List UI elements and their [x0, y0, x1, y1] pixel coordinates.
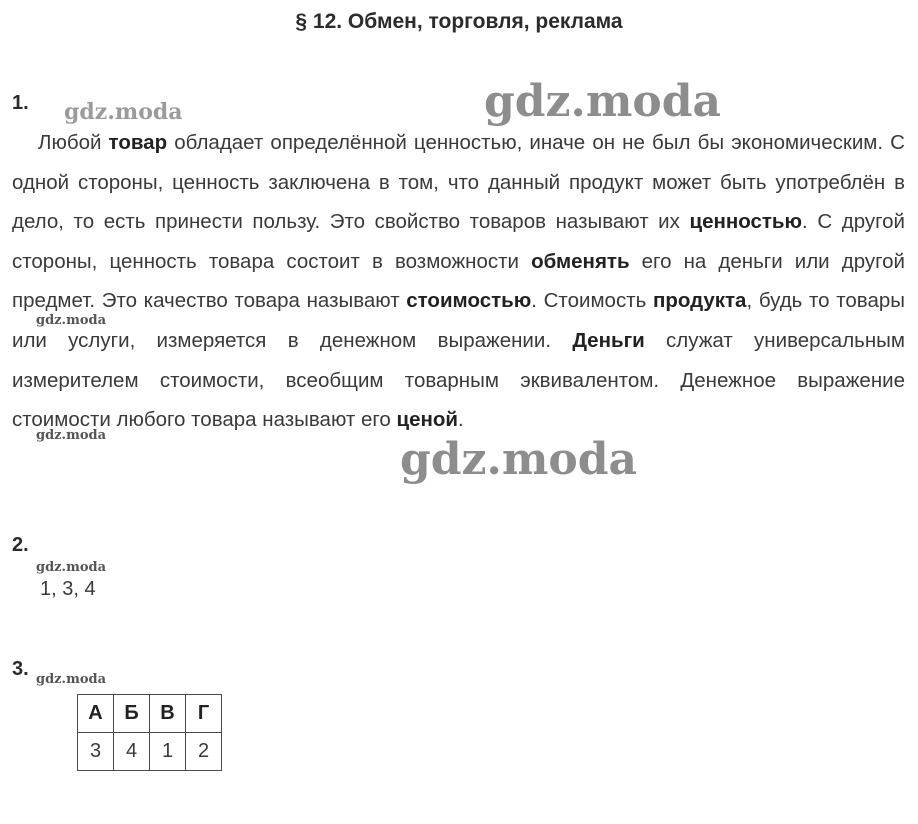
answer-table: [77, 694, 222, 771]
text-segment: , будь то товары или услуги, измеряется в денежном выражении.: [12, 289, 905, 352]
table-header-cell: В: [150, 695, 186, 733]
term-stoimost: стоимостью: [406, 289, 532, 313]
table-header-cell: Г: [186, 695, 222, 733]
text-segment: его на деньги или другой предмет. Это качество товара называют: [12, 249, 905, 313]
watermark-logo: gdz.moda: [36, 672, 107, 687]
term-produkt: продукта: [652, 289, 747, 313]
table-header-cell: Б: [114, 695, 150, 733]
text-segment: Любой: [38, 131, 109, 154]
page-title: § 12. Обмен, торговля, реклама: [295, 10, 623, 33]
table-header-cell: А: [78, 695, 114, 733]
text-segment: служат универсальным измерителем стоимости, всеобщим товарным эквивалентом. Денежное выражение стоимости любого товара называют его: [12, 328, 905, 432]
table-value-cell: 4: [114, 733, 150, 771]
watermark-logo: gdz.moda: [64, 99, 183, 125]
term-tsennost: ценностью: [689, 210, 803, 234]
question-3-number: 3.: [12, 658, 29, 680]
question-1-answer-text: [12, 123, 905, 440]
question-2-answer: 1, 3, 4: [40, 578, 96, 600]
text-segment: . Стоимость: [531, 289, 653, 313]
text-segment: . С другой стороны, ценность товара состоит в возможности: [12, 210, 905, 273]
term-tsena: ценой: [396, 408, 459, 432]
watermark-logo: gdz.moda: [36, 428, 107, 443]
watermark-logo: gdz.moda: [36, 313, 107, 328]
answer-table-header-row: [78, 695, 222, 733]
question-1-number: 1.: [12, 92, 29, 114]
watermark-logo: gdz.moda: [400, 434, 638, 485]
watermark-logo: gdz.moda: [36, 560, 107, 575]
table-value-cell: 3: [78, 733, 114, 771]
text-segment: обладает определённой ценностью, иначе он не был бы экономическим. С одной стороны, ценность заключена в том, что данный продукт может быть употреблён в дело, то есть принести пользу. Это свойство товаров называют их: [12, 131, 905, 234]
term-obmenyat: обменять: [531, 249, 630, 273]
question-2-number: 2.: [12, 534, 29, 556]
table-value-cell: 2: [186, 733, 222, 771]
text-segment: .: [458, 408, 464, 432]
answer-table-value-row: [78, 733, 222, 771]
term-dengi: Деньги: [572, 328, 645, 352]
watermark-logo: gdz.moda: [484, 76, 722, 127]
term-tovar: товар: [108, 131, 168, 154]
table-value-cell: 1: [150, 733, 186, 771]
